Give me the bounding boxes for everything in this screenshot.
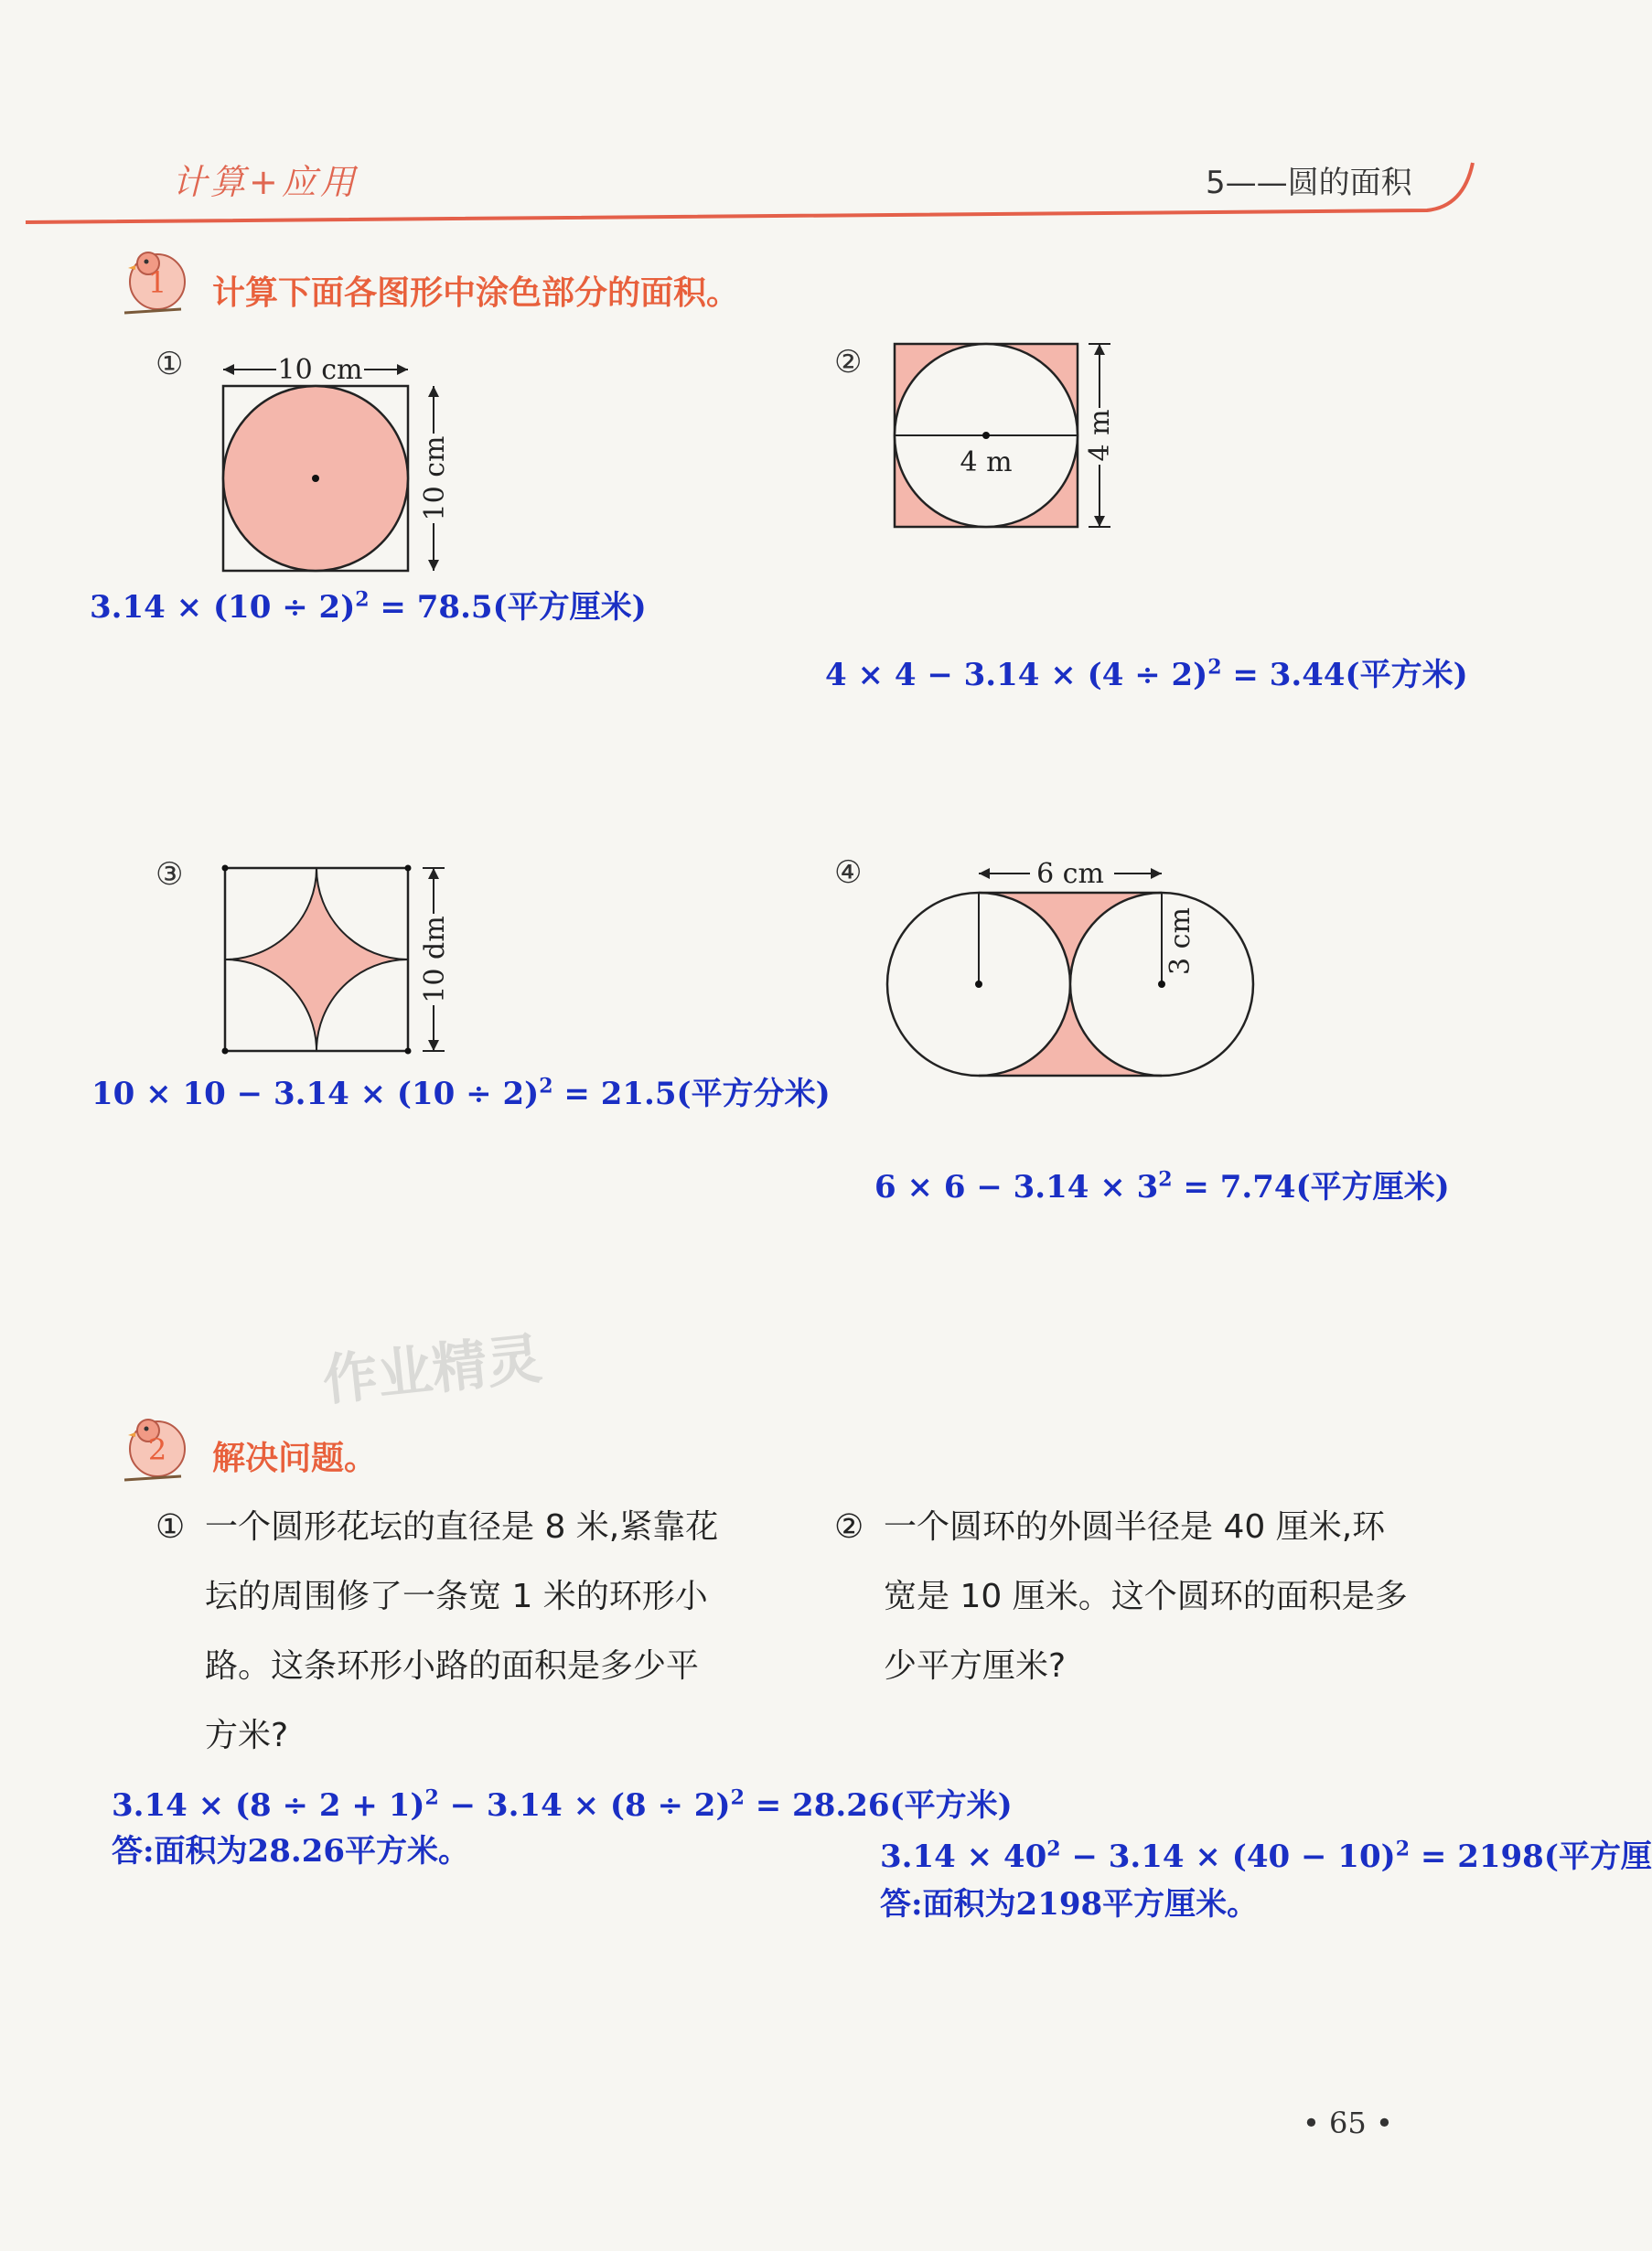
problem1-reply: 答:面积为28.26平方米。 xyxy=(112,1833,470,1870)
header-category: 计算+应用 xyxy=(172,162,359,202)
figure3-label: ③ xyxy=(156,856,184,893)
figure3-diagram xyxy=(210,855,457,1066)
figure1-label: ① xyxy=(156,346,184,382)
header-rule xyxy=(0,0,1588,238)
problem2-answer: $3.14 \times 40^2 - 3.14 \times (40 - 10)^2 = 2198$(平方厘 xyxy=(880,1837,1652,1875)
bird-mascot-icon xyxy=(117,240,190,322)
figure4-label: ④ xyxy=(834,854,863,891)
figure1-dim-right: 10 cm xyxy=(419,435,451,521)
figure1-answer: $3.14 \times (10 \div 2)^2 = 78.5$(平方厘米) xyxy=(90,587,647,626)
figure2-dim-right: 4 m xyxy=(1084,409,1116,462)
section1-title: 计算下面各图形中涂色部分的面积。 xyxy=(212,274,740,312)
problem2-reply: 答:面积为2198平方厘米。 xyxy=(880,1886,1259,1923)
section2-number: 2 xyxy=(147,1432,167,1467)
figure4-dim-right: 3 cm xyxy=(1164,907,1196,975)
problem1-label: ① xyxy=(156,1508,186,1546)
bird-mascot-icon-2 xyxy=(117,1407,190,1489)
figure4-diagram xyxy=(878,855,1281,1093)
problem1-text: 一个圆形花坛的直径是 8 米,紧靠花 坛的周围修了一条宽 1 米的环形小 路。这条环形小路的面积是多少平 方米? xyxy=(205,1508,719,1754)
figure4-dim-top: 6 cm xyxy=(1036,858,1104,890)
figure2-dim-center: 4 m xyxy=(960,446,1013,478)
figure3-answer: $10 \times 10 - 3.14 \times (10 \div 2)^2 = 21.5$(平方分米) xyxy=(91,1074,831,1112)
figure1-center xyxy=(312,475,319,482)
figure4-answer: $6 \times 6 - 3.14 \times 3^2 = 7.74$(平方厘米) xyxy=(874,1167,1450,1206)
figure2-answer: $4 \times 4 - 3.14 \times (4 \div 2)^2 = 3.44$(平方米) xyxy=(825,655,1468,693)
problem2-label: ② xyxy=(834,1508,864,1546)
problem2-text: 一个圆环的外圆半径是 40 厘米,环 宽是 10 厘米。这个圆环的面积是多 少平方厘米? xyxy=(884,1508,1408,1685)
section2-title: 解决问题。 xyxy=(212,1440,378,1477)
header-chapter: 5——圆的面积 xyxy=(1206,165,1412,201)
figure2-diagram xyxy=(887,338,1134,540)
problem1-answer: $3.14 \times (8 \div 2 + 1)^2 - 3.14 \times (8 \div 2)^2 = 28.26$(平方米) xyxy=(112,1785,1013,1824)
figure1-diagram xyxy=(210,338,457,585)
figure1-dim-top: 10 cm xyxy=(277,354,363,386)
figure2-label: ② xyxy=(834,344,863,381)
page-number: • 65 • xyxy=(1303,2106,1393,2140)
figure3-shaded-star xyxy=(225,868,408,1051)
figure3-dim-right: 10 dm xyxy=(419,916,451,1003)
watermark: 作业精灵 xyxy=(319,1326,545,1414)
section1-number: 1 xyxy=(147,265,167,300)
